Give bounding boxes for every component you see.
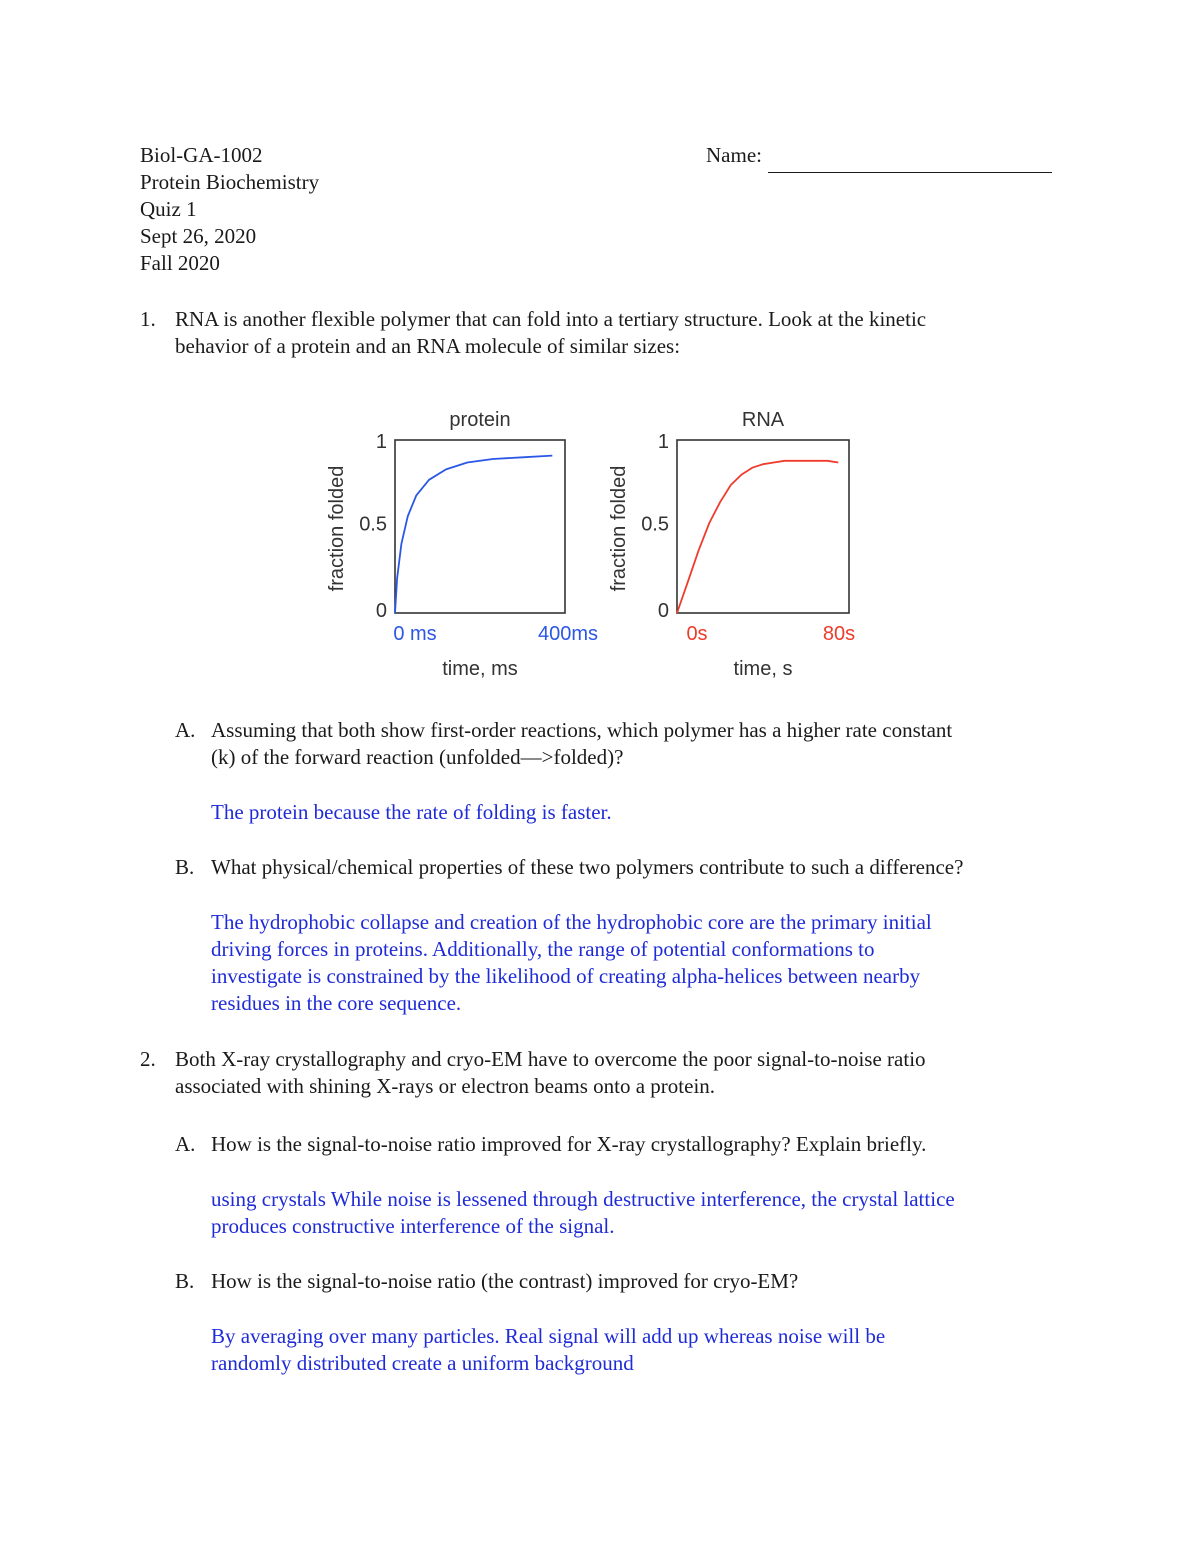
rna-x-axis-label: time, s bbox=[733, 658, 793, 680]
question-2-text: Both X-ray crystallography and cryo-EM have to overcome the poor signal-to-noise ratio bbox=[175, 1047, 926, 1071]
q2b-text: How is the signal-to-noise ratio (the contrast) improved for cryo-EM? bbox=[211, 1269, 799, 1293]
q1b-text: What physical/chemical properties of these two polymers contribute to such a difference? bbox=[211, 855, 964, 879]
protein-plot-frame bbox=[395, 440, 565, 613]
q1a-label: A. bbox=[175, 718, 196, 742]
rna-folding-curve bbox=[677, 461, 838, 613]
q1b-answer-line-2: driving forces in proteins. Additionally, the range of potential conformations to bbox=[211, 937, 875, 961]
q1a-answer: The protein because the rate of folding is faster. bbox=[211, 800, 612, 824]
question-1-number: 1. bbox=[140, 307, 156, 331]
question-1-text: RNA is another flexible polymer that can fold into a tertiary structure. Look at the kinetic bbox=[175, 307, 927, 331]
folding-kinetics-charts bbox=[300, 395, 900, 695]
protein-y-axis-label: fraction folded bbox=[326, 465, 348, 592]
protein-y-tick-label: 0.5 bbox=[359, 513, 387, 536]
name-label: Name: bbox=[706, 143, 762, 167]
quiz-title: Quiz 1 bbox=[140, 197, 197, 221]
question-2-number: 2. bbox=[140, 1047, 156, 1071]
question-2-text-cont: associated with shining X-rays or electron beams onto a protein. bbox=[175, 1074, 716, 1098]
protein-x-tick-label-start: 0 ms bbox=[393, 623, 437, 645]
q2b-answer-line-1: By averaging over many particles. Real signal will add up whereas noise will be bbox=[211, 1324, 886, 1348]
rna-y-tick-label: 0 bbox=[657, 600, 669, 622]
q1a-text: Assuming that both show first-order reactions, which polymer has a higher rate constant bbox=[211, 718, 953, 742]
protein-x-tick-label-end: 400ms bbox=[537, 623, 599, 645]
course-title: Protein Biochemistry bbox=[140, 170, 320, 194]
question-1-text-cont: behavior of a protein and an RNA molecule of similar sizes: bbox=[175, 334, 681, 358]
rna-y-axis-label: fraction folded bbox=[608, 465, 630, 592]
rna-x-tick-label-end: 80s bbox=[822, 623, 856, 645]
q2b-label: B. bbox=[175, 1269, 195, 1293]
q1b-answer-line-4: residues in the core sequence. bbox=[211, 991, 462, 1015]
protein-y-tick-label: 0 bbox=[375, 600, 387, 622]
rna-x-tick-label-start: 0s bbox=[686, 623, 708, 645]
quiz-date: Sept 26, 2020 bbox=[140, 224, 257, 248]
q2a-text: How is the signal-to-noise ratio improved for X-ray crystallography? Explain briefly. bbox=[211, 1132, 927, 1156]
q2a-label: A. bbox=[175, 1132, 196, 1156]
q2a-answer-line-1: using crystals While noise is lessened through destructive interference, the crystal lattice bbox=[211, 1187, 955, 1211]
rna-y-tick-label: 0.5 bbox=[641, 513, 669, 536]
rna-chart-title: RNA bbox=[741, 409, 785, 431]
protein-y-tick-label: 1 bbox=[375, 431, 387, 453]
q2a-answer-line-2: produces constructive interference of the signal. bbox=[211, 1214, 615, 1238]
q1b-label: B. bbox=[175, 855, 195, 879]
course-code: Biol-GA-1002 bbox=[140, 143, 263, 167]
q1b-answer-line-3: investigate is constrained by the likelihood of creating alpha-helices between nearby bbox=[211, 964, 921, 988]
protein-folding-curve bbox=[395, 456, 552, 613]
q1a-text-cont: (k) of the forward reaction (unfolded—>folded)? bbox=[211, 745, 624, 769]
quiz-term: Fall 2020 bbox=[140, 251, 220, 275]
folding-kinetics-figure bbox=[300, 395, 900, 695]
rna-y-tick-label: 1 bbox=[657, 431, 669, 453]
protein-x-axis-label: time, ms bbox=[442, 658, 518, 680]
q1b-answer-line-1: The hydrophobic collapse and creation of the hydrophobic core are the primary initial bbox=[211, 910, 932, 934]
protein-chart-title: protein bbox=[449, 409, 511, 431]
q2b-answer-line-2: randomly distributed create a uniform background bbox=[211, 1351, 634, 1375]
rna-plot-frame bbox=[677, 440, 849, 613]
name-blank-line[interactable] bbox=[768, 172, 1052, 173]
